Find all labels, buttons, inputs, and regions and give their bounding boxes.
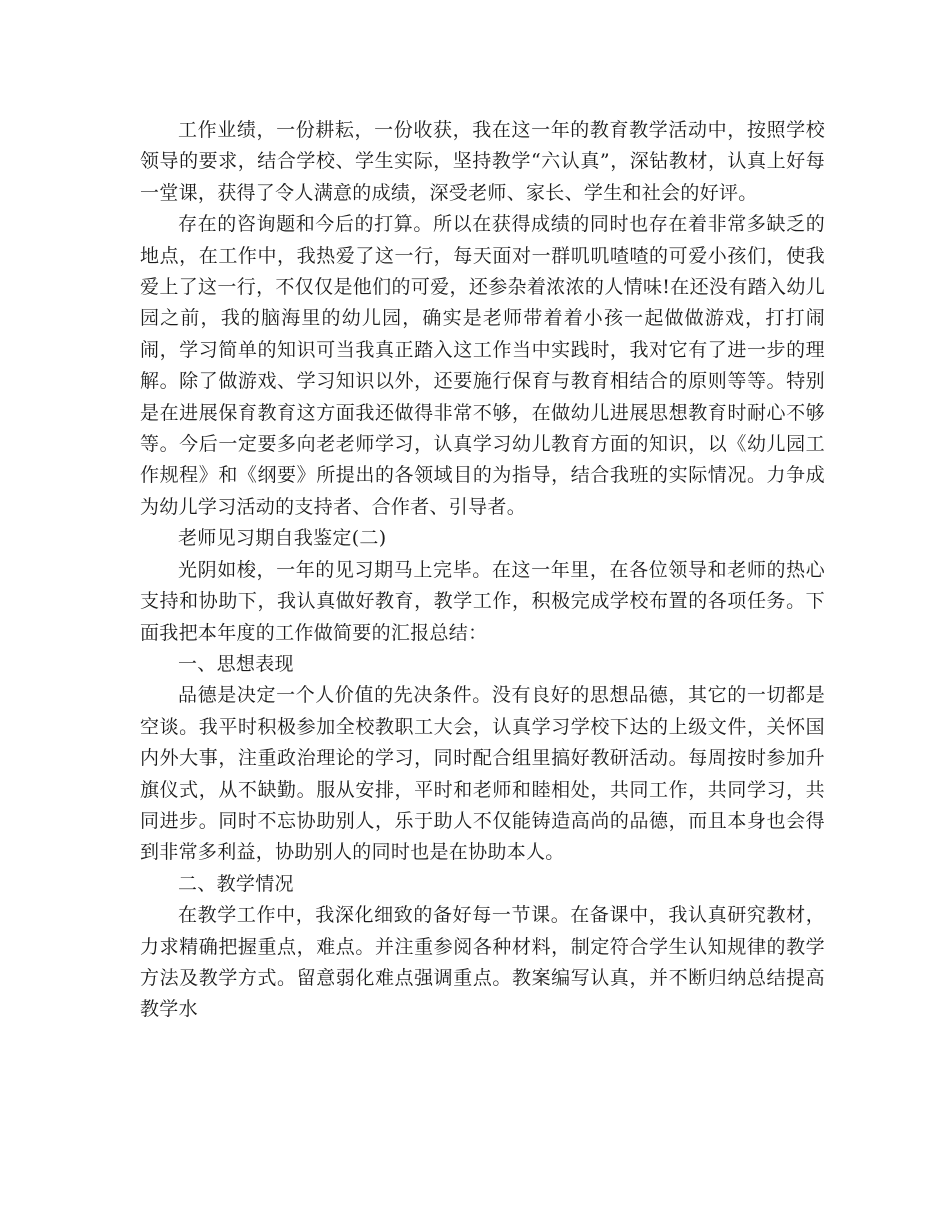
paragraph-lesson-preparation: 在教学工作中，我深化细致的备好每一节课。在备课中，我认真研究教材，力求精确把握重点，难点。并注重参阅各种材料，制定符合学生认知规律的教学方法及教学方式。留意弱化难点强调重点。教案编写认真，并不断归纳总结提高教学水 bbox=[140, 904, 825, 1021]
heading-teaching-situation: 二、教学情况 bbox=[178, 872, 294, 895]
paragraph-introduction: 光阴如梭，一年的见习期马上完毕。在这一年里，在各位领导和老师的热心支持和协助下，我认真做好教育，教学工作，积极完成学校布置的各项任务。下面我把本年度的工作做简要的汇报总结： bbox=[140, 558, 825, 644]
heading-ideological-performance: 一、思想表现 bbox=[178, 652, 294, 675]
paragraph-moral-character: 品德是决定一个人价值的先决条件。没有良好的思想品德，其它的一切都是空谈。我平时积极参加全校教职工大会，认真学习学校下达的上级文件，关怀国内外大事，注重政治理论的学习，同时配合组里搞好教研活动。每周按时参加升旗仪式，从不缺勤。服从安排，平时和老师和睦相处，共同工作，共同学习，共同进步。同时不忘协助别人，乐于助人不仅能铸造高尚的品德，而且本身也会得到非常多利益，协助别人的同时也是在协助本人。 bbox=[140, 684, 825, 864]
section-title-self-appraisal-2: 老师见习期自我鉴定(二) bbox=[178, 527, 387, 550]
paragraph-work-achievements: 工作业绩，一份耕耘，一份收获，我在这一年的教育教学活动中，按照学校领导的要求，结合学校、学生实际，坚持教学“六认真”，深钻教材，认真上好每一堂课，获得了令人满意的成绩，深受老师、家长、学生和社会的好评。 bbox=[140, 119, 825, 204]
paragraph-problems-and-plans: 存在的咨询题和今后的打算。所以在获得成绩的同时也存在着非常多缺乏的地点，在工作中，我热爱了这一行，每天面对一群叽叽喳喳的可爱小孩们，使我爱上了这一行，不仅仅是他们的可爱，还参杂着浓浓的人情味!在还没有踏入幼儿园之前，我的脑海里的幼儿园，确实是老师带着着小孩一起做做游戏，打打闹闹，学习简单的知识可当我真正踏入这工作当中实践时，我对它有了进一步的理解。除了做游戏、学习知识以外，还要施行保育与教育相结合的原则等等。特别是在进展保育教育这方面我还做得非常不够，在做幼儿进展思想教育时耐心不够等。今后一定要多向老老师学习，认真学习幼儿教育方面的知识，以《幼儿园工作规程》和《纲要》所提出的各领域目的为指导，结合我班的实际情况。力争成为幼儿学习活动的支持者、合作者、引导者。 bbox=[140, 213, 825, 518]
document-body bbox=[140, 115, 825, 1026]
